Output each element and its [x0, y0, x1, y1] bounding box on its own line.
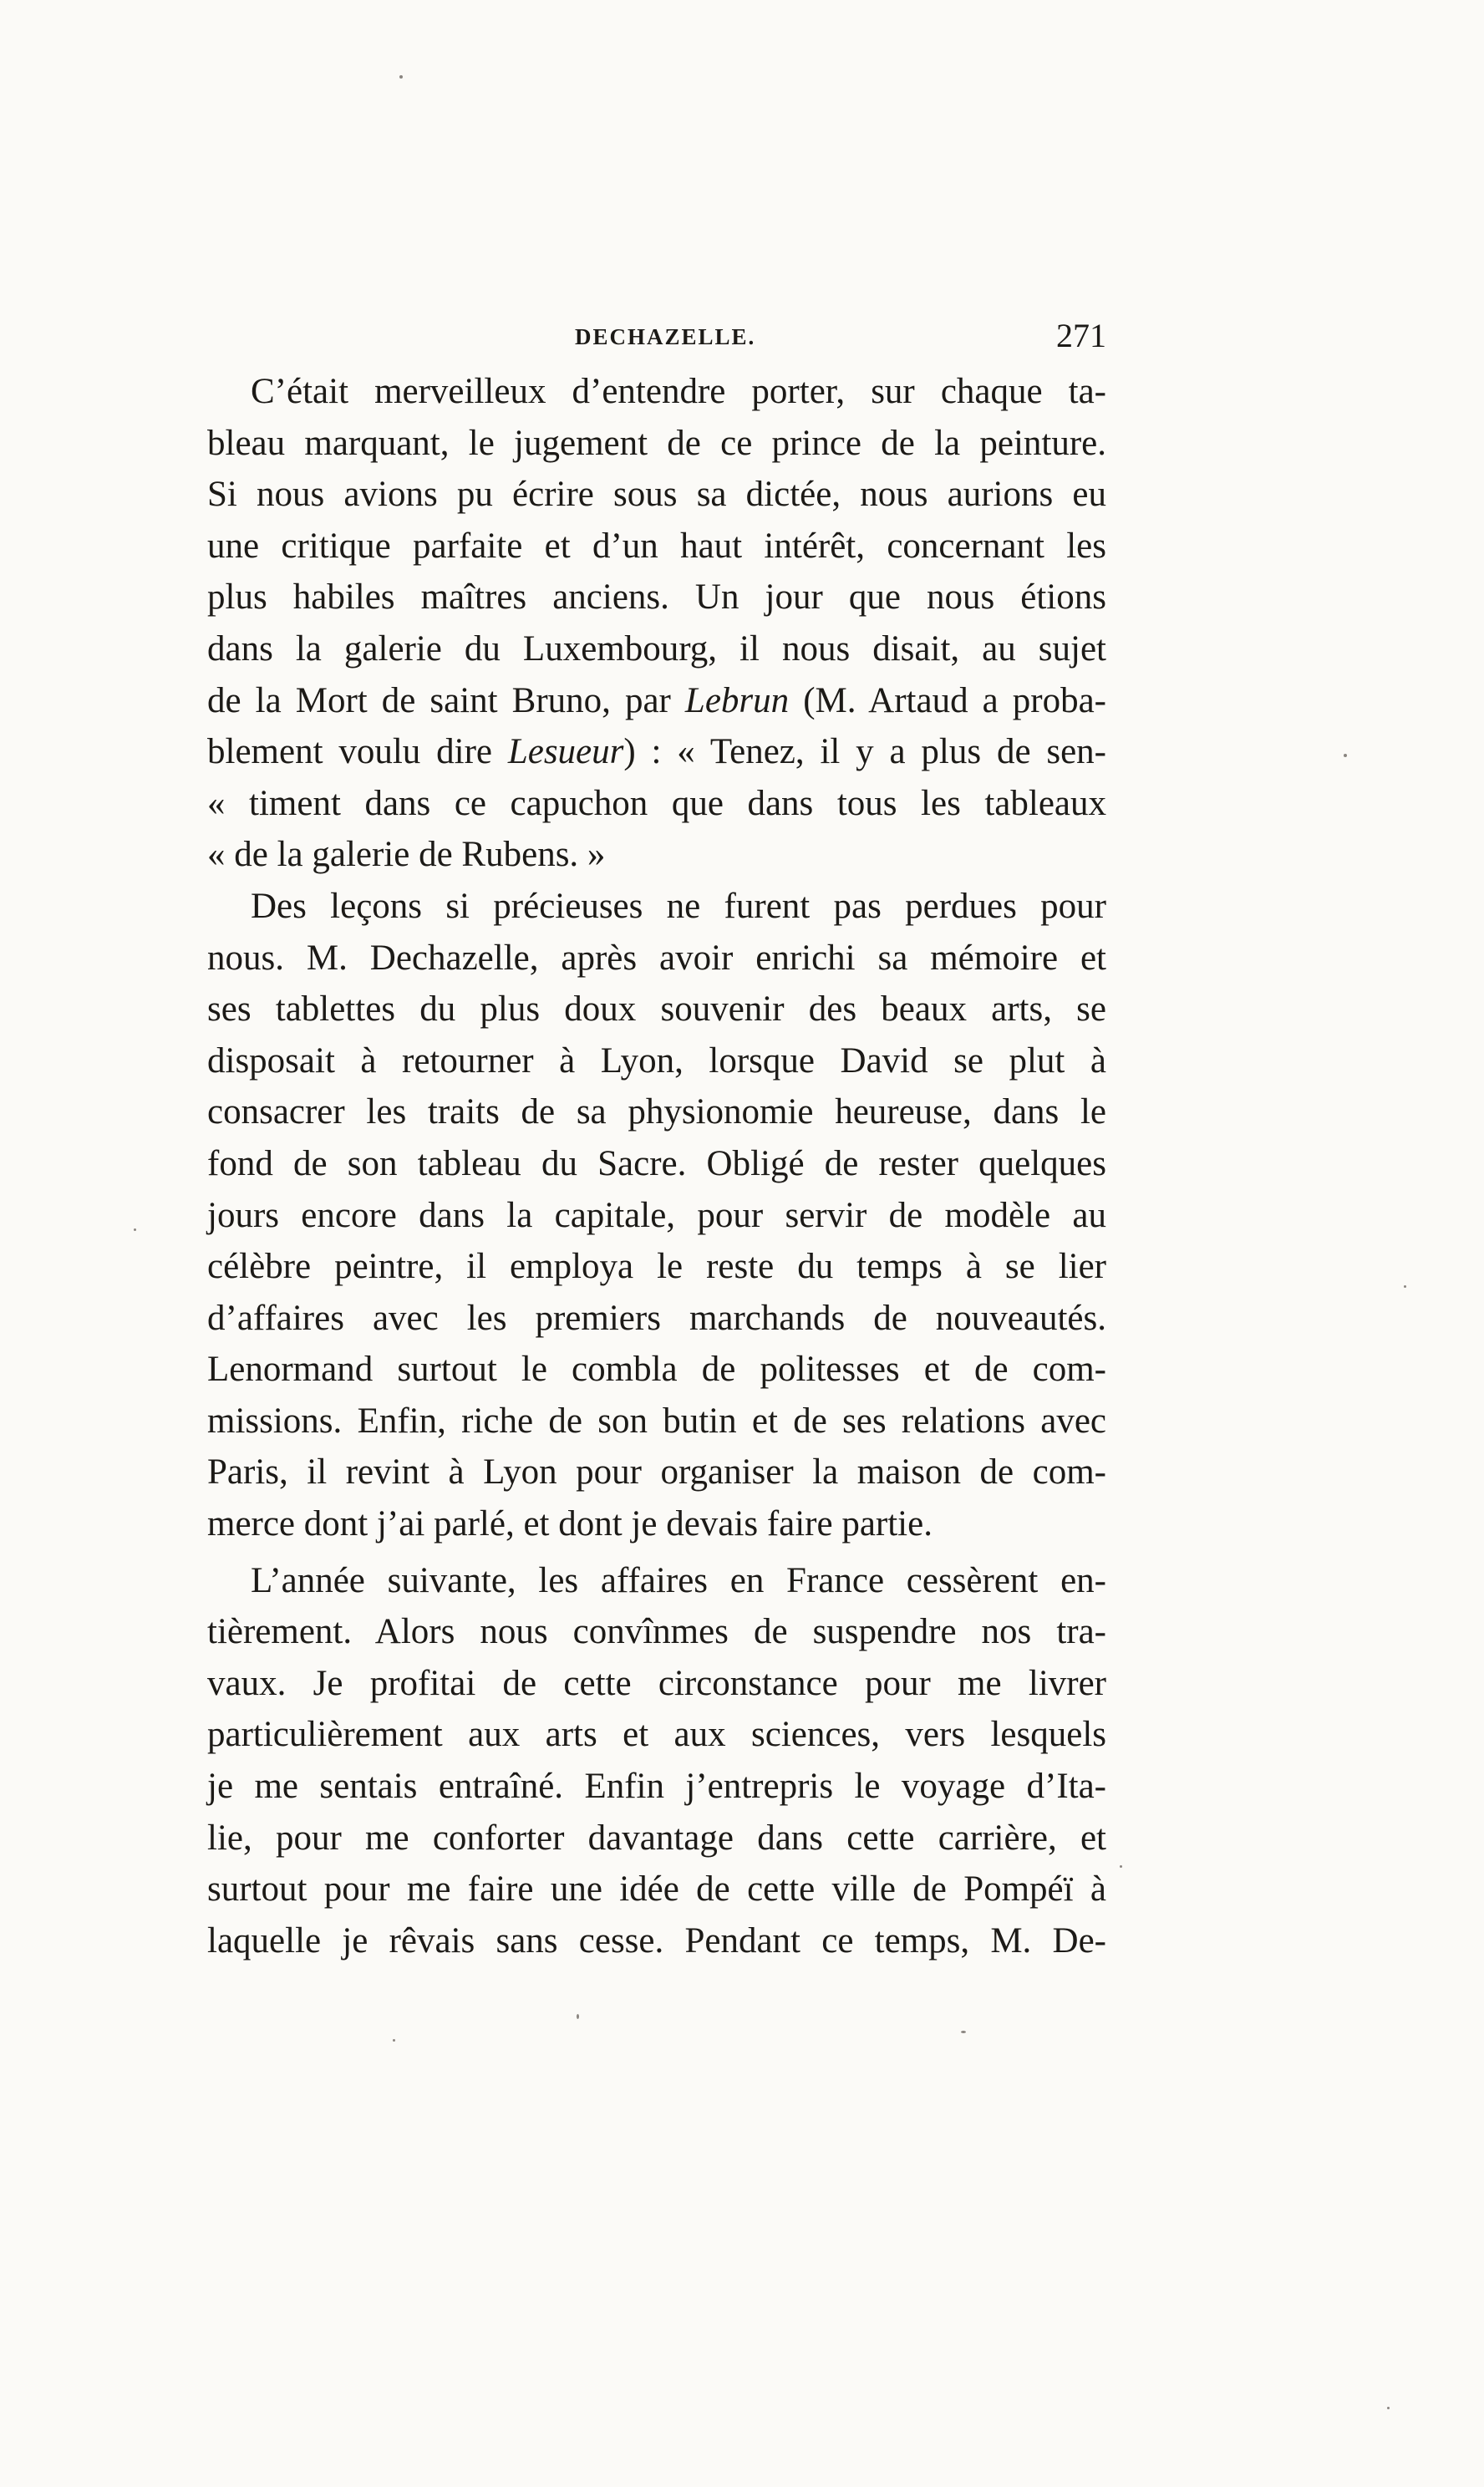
text-line: une critique parfaite et d’un haut intérêt, concernant les: [207, 526, 1106, 566]
text-line: missions. Enfin, riche de son butin et de ses relations avec: [207, 1401, 1106, 1441]
text-line: de la Mort de saint Bruno, par Lebrun (M. Artaud a proba-: [207, 680, 1106, 720]
text-line: lie, pour me conforter davantage dans cette carrière, et: [207, 1818, 1106, 1858]
text-line: Lenormand surtout le combla de politesses et de com-: [207, 1350, 1106, 1390]
text-line: jours encore dans la capitale, pour servir de modèle au: [207, 1195, 1106, 1235]
paper-speck: [1404, 1285, 1406, 1288]
text-line: L’année suivante, les affaires en France cessèrent en-: [251, 1560, 1106, 1600]
text-line: Si nous avions pu écrire sous sa dictée, nous aurions eu: [207, 475, 1106, 515]
text-line: disposait à retourner à Lyon, lorsque David se plut à: [207, 1040, 1106, 1081]
text-line: surtout pour me faire une idée de cette ville de Pompéï à: [207, 1869, 1106, 1910]
paper-speck: [393, 2039, 395, 2042]
text-line: dans la galerie du Luxembourg, il nous disait, au sujet: [207, 628, 1106, 669]
text-line: d’affaires avec les premiers marchands de nouveautés.: [207, 1298, 1106, 1338]
text-line: merce dont j’ai parlé, et dont je devais faire partie.: [207, 1504, 933, 1544]
text-line: « timent dans ce capuchon que dans tous les tableaux: [207, 783, 1106, 823]
paper-speck: [1387, 2407, 1390, 2409]
page-number: 271: [1056, 317, 1106, 354]
paper-speck: [1120, 1865, 1122, 1868]
paper-speck: [961, 2031, 966, 2033]
text-line: bleau marquant, le jugement de ce prince de la peinture.: [207, 423, 1106, 463]
text-line: je me sentais entraîné. Enfin j’entrepris le voyage d’Ita-: [207, 1767, 1106, 1807]
running-head: DECHAZELLE.: [575, 324, 756, 349]
text-line: blement voulu dire Lesueur) : « Tenez, il y a plus de sen-: [207, 732, 1106, 772]
text-line: plus habiles maîtres anciens. Un jour que nous étions: [207, 577, 1106, 618]
paper-speck: [577, 2014, 579, 2019]
text-line: fond de son tableau du Sacre. Obligé de rester quelques: [207, 1143, 1106, 1183]
text-line: laquelle je rêvais sans cesse. Pendant ce temps, M. De-: [207, 1920, 1106, 1961]
body-text: [207, 366, 1106, 1966]
text-line: Paris, il revint à Lyon pour organiser la maison de com-: [207, 1452, 1106, 1493]
text-line: consacrer les traits de sa physionomie heureuse, dans le: [207, 1092, 1106, 1132]
text-line: Des leçons si précieuses ne furent pas perdues pour: [251, 886, 1106, 926]
text-line: nous. M. Dechazelle, après avoir enrichi sa mémoire et: [207, 938, 1106, 978]
text-line: célèbre peintre, il employa le reste du temps à se lier: [207, 1247, 1106, 1287]
paper-speck: [134, 1228, 136, 1231]
paper-speck: [399, 75, 403, 79]
paper-speck: [1344, 754, 1347, 757]
text-line: ses tablettes du plus doux souvenir des beaux arts, se: [207, 989, 1106, 1030]
text-line: tièrement. Alors nous convînmes de suspendre nos tra-: [207, 1612, 1106, 1652]
page-header: [207, 316, 1106, 358]
text-line: « de la galerie de Rubens. »: [207, 835, 606, 875]
text-line: C’était merveilleux d’entendre porter, sur chaque ta-: [251, 372, 1106, 411]
text-line: particulièrement aux arts et aux sciences, vers lesquels: [207, 1715, 1106, 1755]
text-line: vaux. Je profitai de cette circonstance pour me livrer: [207, 1663, 1106, 1703]
